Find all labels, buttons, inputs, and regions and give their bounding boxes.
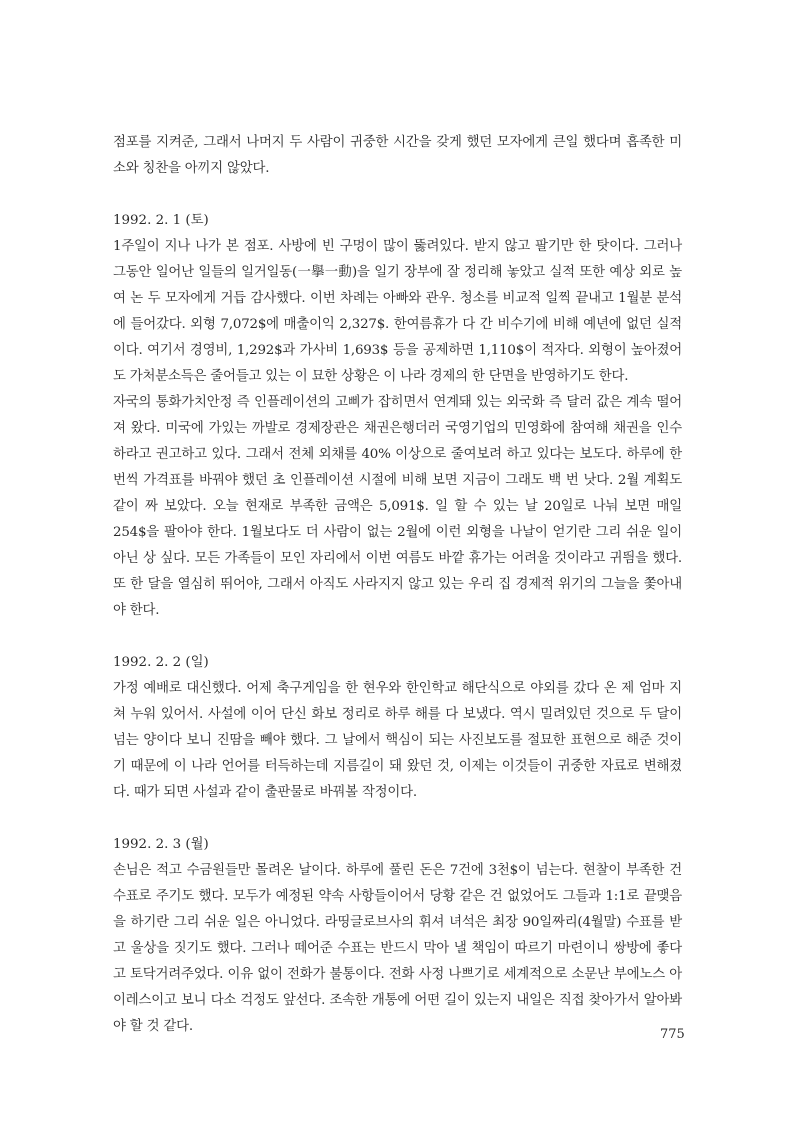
diary-entry-feb-2 (113, 650, 682, 806)
intro-paragraph: 점포를 지켜준, 그래서 나머지 두 사람이 귀중한 시간을 갖게 했던 모자에게 큰일 했다며 흡족한 미소와 칭찬을 아끼지 않았다. (113, 135, 682, 176)
entry-paragraph: 1주일이 지나 나가 본 점포. 사방에 빈 구멍이 많이 뚫려있다. 받지 않고 팔기만 한 탓이다. 그러나 그동안 일어난 일들의 일거일동(一擧一動)을 일기 장부에 잘 정리해 놓았고 실적 또한 예상 외로 높여 논 두 모자에게 거듭 감사했다. 이번 차례는 아빠와 관우. 청소를 비교적 일찍 끝내고 1월분 분석에 들어갔다. 외형 7,072$에 매출이익 2,327$. 한여름휴가 다 간 비수기에 비해 예년에 없던 실적이다. 여기서 경영비, 1,292$과 가사비 1,693$ 등을 공제하면 1,110$이 적자다. 외형이 높아졌어도 가처분소득은 줄어들고 있는 이 묘한 상황은 이 나라 경제의 한 단면을 반영하기도 한다. (113, 239, 682, 384)
entry-paragraph: 자국의 통화가치안정 즉 인플레이션의 고삐가 잡히면서 연계돼 있는 외국화 즉 달러 값은 계속 떨어져 왔다. 미국에 가있는 까발로 경제장관은 채권은행더러 국영기업의 민영화에 참여해 채권을 인수하라고 권고하고 있다. 그래서 전체 외채를 40% 이상으로 줄여보려 하고 있다는 보도다. 하루에 한 번씩 가격표를 바꿔야 했던 초 인플레이션 시절에 비해 보면 지금이 그래도 백 번 낫다. 2월 계획도 같이 짜 보았다. 오늘 현재로 부족한 금액은 5,091$. 일 할 수 있는 날 20일로 나눠 보면 매일 254$을 팔아야 한다. 1월보다도 더 사람이 없는 2월에 이런 외형을 나날이 얻기란 그리 쉬운 일이 아닌 상 싶다. 모든 가족들이 모인 자리에서 이번 여름도 바깥 휴가는 어려울 것이라고 귀띔을 했다. 또 한 달을 열심히 뛰어야, 그래서 아직도 사라지지 않고 있는 우리 집 경제적 위기의 그늘을 쫓아내야 한다. (113, 395, 682, 618)
entry-date: 1992. 2. 2 (일) (113, 655, 209, 670)
entry-paragraph: 가정 예배로 대신했다. 어제 축구게임을 한 현우와 한인학교 해단식으로 야외를 갔다 온 제 엄마 지쳐 누워 있어서. 사설에 이어 단신 화보 정리로 하루 해를 다 보냈다. 역시 밀려있던 것으로 두 달이 넘는 양이다 보니 진땀을 빼야 했다. 그 날에서 핵심이 되는 사진보도를 절묘한 표현으로 해준 것이기 때문에 이 나라 언어를 터득하는데 지름길이 돼 왔던 것, 이제는 이것들이 귀중한 자료로 변해졌다. 때가 되면 사설과 같이 출판물로 바꿔볼 작정이다. (113, 681, 682, 800)
page-number: 775 (660, 1027, 685, 1042)
page-body (113, 130, 682, 1040)
entry-paragraph: 손님은 적고 수금원들만 몰려온 날이다. 하루에 풀린 돈은 7건에 3천$이 넘는다. 현찰이 부족한 건 수표로 주기도 했다. 모두가 예정된 약속 사항들이어서 당황 같은 건 없었어도 그들과 1:1로 끝맺음을 하기란 그리 쉬운 일은 아니었다. 라띵글로브사의 휘셔 녀석은 최장 90일짜리(4월말) 수표를 받고 울상을 짓기도 했다. 그러나 떼어준 수표는 반드시 막아 낼 책임이 따르기 마련이니 쌍방에 좋다고 토닥거려주었다. 이유 없이 전화가 불통이다. 전화 사정 나쁘기로 세계적으로 소문난 부에노스 아이레스이고 보니 다소 걱정도 앞선다. 조속한 개통에 어떤 길이 있는지 내일은 직접 찾아가서 알아봐야 할 것 같다. (113, 863, 682, 1034)
diary-entry-feb-1 (113, 208, 682, 624)
entry-date: 1992. 2. 1 (토) (113, 213, 209, 228)
entry-date: 1992. 2. 3 (월) (113, 837, 209, 852)
diary-entry-feb-3 (113, 832, 682, 1040)
